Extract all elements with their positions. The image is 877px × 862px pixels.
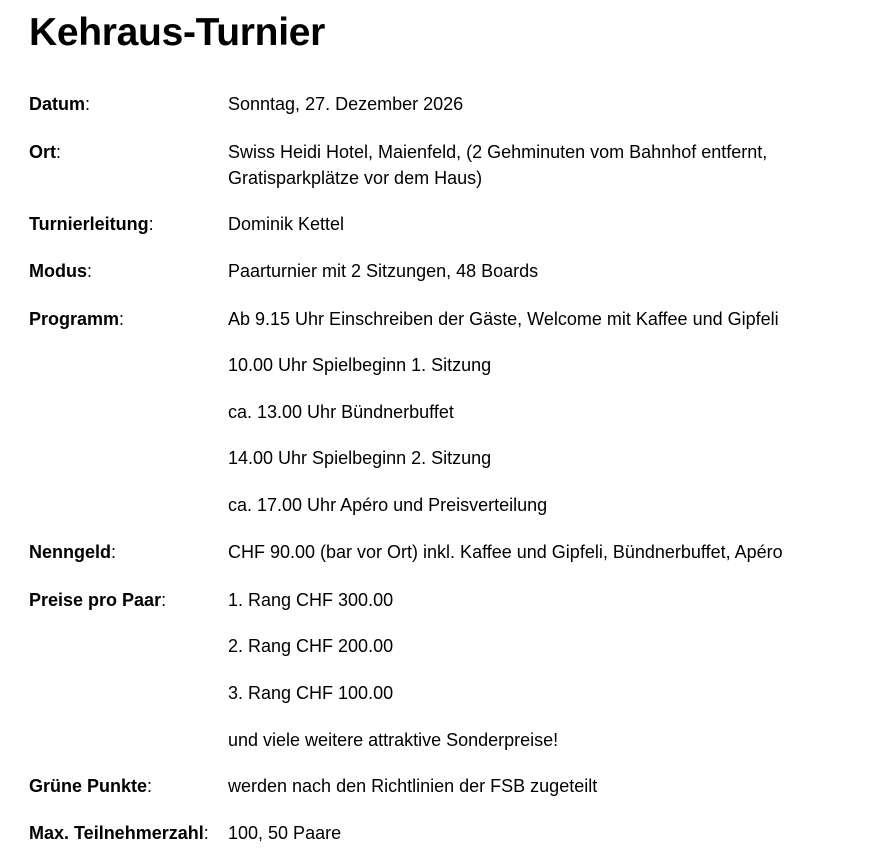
value-programm-line-5: ca. 17.00 Uhr Apéro und Preisverteilung [228, 495, 548, 515]
label-colon: : [147, 776, 153, 796]
label-colon: : [203, 823, 209, 843]
value-programm-line-1: Ab 9.15 Uhr Einschreiben der Gäste, Welcome mit Kaffee und Gipfeli [228, 309, 779, 329]
label-colon: : [148, 214, 154, 234]
label-colon: : [119, 309, 125, 329]
value-programm-line-3: ca. 13.00 Uhr Bündnerbuffet [228, 402, 454, 422]
value-modus: Paarturnier mit 2 Sitzungen, 48 Boards [228, 261, 539, 281]
value-programm-line-2: 10.00 Uhr Spielbeginn 1. Sitzung [228, 355, 492, 375]
value-gruene-punkte: werden nach den Richtlinien der FSB zugeteilt [228, 776, 598, 796]
value-preise-line-1: 1. Rang CHF 300.00 [228, 590, 394, 610]
label-text: Grüne Punkte [29, 776, 148, 796]
label-colon: : [111, 542, 117, 562]
value-programm-line-4: 14.00 Uhr Spielbeginn 2. Sitzung [228, 448, 492, 468]
label-modus [29, 258, 92, 284]
label-text: Max. Teilnehmerzahl [29, 823, 204, 843]
label-text: Nenngeld [29, 542, 112, 562]
label-turnierleitung [29, 211, 154, 237]
label-max-teilnehmerzahl [29, 820, 209, 846]
label-text: Modus [29, 261, 87, 281]
value-preise-line-2: 2. Rang CHF 200.00 [228, 636, 394, 656]
label-datum [29, 91, 90, 117]
label-ort [29, 139, 61, 165]
value-max-teilnehmerzahl: 100, 50 Paare [228, 823, 342, 843]
label-text: Datum [29, 94, 86, 114]
label-text: Turnierleitung [29, 214, 149, 234]
value-preise-line-3: 3. Rang CHF 100.00 [228, 683, 394, 703]
label-text: Ort [29, 142, 56, 162]
page-title: Kehraus-Turnier [29, 11, 325, 54]
label-colon: : [85, 94, 91, 114]
value-ort-line-2: Gratisparkplätze vor dem Haus) [228, 168, 483, 188]
label-colon: : [56, 142, 62, 162]
label-text: Programm [29, 309, 120, 329]
value-preise-line-4: und viele weitere attraktive Sonderpreise! [228, 730, 559, 750]
label-colon: : [87, 261, 93, 281]
value-datum: Sonntag, 27. Dezember 2026 [228, 94, 464, 114]
label-text: Preise pro Paar [29, 590, 162, 610]
label-programm [29, 306, 124, 332]
label-preise [29, 587, 166, 613]
value-turnierleitung: Dominik Kettel [228, 214, 345, 234]
value-ort-line-1: Swiss Heidi Hotel, Maienfeld, (2 Gehminuten vom Bahnhof entfernt, [228, 142, 768, 162]
label-nenngeld [29, 539, 116, 565]
value-nenngeld: CHF 90.00 (bar vor Ort) inkl. Kaffee und Gipfeli, Bündnerbuffet, Apéro [228, 542, 783, 562]
label-gruene-punkte [29, 773, 152, 799]
label-colon: : [161, 590, 167, 610]
